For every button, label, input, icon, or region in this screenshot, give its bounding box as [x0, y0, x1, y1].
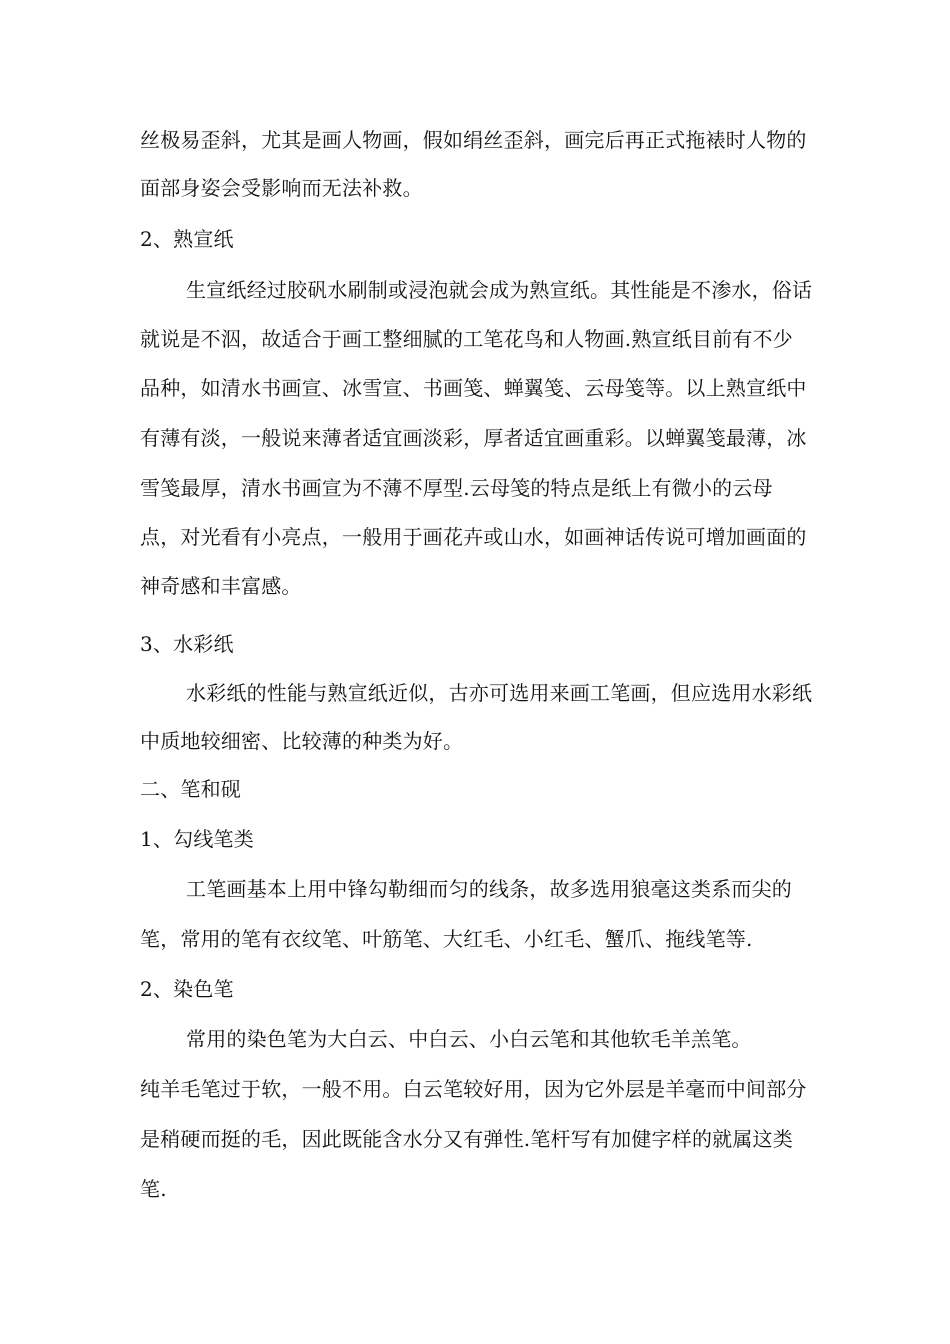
paragraph-line: 笔，常用的笔有衣纹笔、叶筋笔、大红毛、小红毛、蟹爪、拖线笔等.: [140, 927, 753, 951]
paragraph-line: 点，对光看有小亮点，一般用于画花卉或山水，如画神话传说可增加画面的: [140, 525, 807, 549]
paragraph-line: 纯羊毛笔过于软，一般不用。白云笔较好用，因为它外层是羊毫而中间部分: [140, 1077, 807, 1101]
paragraph-line: 面部身姿会受影响而无法补救。: [140, 176, 423, 200]
paragraph-line: 笔.: [140, 1177, 167, 1201]
paragraph-line: 品种，如清水书画宣、冰雪宣、书画笺、蝉翼笺、云母笺等。以上熟宣纸中: [140, 376, 807, 400]
section-heading: 二、笔和砚: [140, 777, 241, 801]
section-heading: 2、熟宣纸: [140, 227, 234, 251]
paragraph-line: 雪笺最厚，清水书画宣为不薄不厚型.云母笺的特点是纸上有微小的云母: [140, 476, 773, 500]
paragraph-line: 常用的染色笔为大白云、中白云、小白云笔和其他软毛羊羔笔。: [186, 1027, 752, 1051]
section-heading: 1、勾线笔类: [140, 827, 254, 851]
paragraph-line: 丝极易歪斜，尤其是画人物画，假如绢丝歪斜，画完后再正式拖裱时人物的: [140, 128, 807, 152]
paragraph-line: 有薄有淡，一般说来薄者适宜画淡彩，厚者适宜画重彩。以蝉翼笺最薄，冰: [140, 426, 807, 450]
paragraph-line: 工笔画基本上用中锋勾勒细而匀的线条，故多选用狼毫这类系而尖的: [186, 877, 792, 901]
paragraph-line: 就说是不泅，故适合于画工整细腻的工笔花鸟和人物画.熟宣纸目前有不少: [140, 327, 793, 351]
paragraph-line: 生宣纸经过胶矾水刷制或浸泡就会成为熟宣纸。其性能是不渗水，俗话: [186, 278, 813, 302]
paragraph-line: 神奇感和丰富感。: [140, 574, 302, 598]
section-heading: 3、水彩纸: [140, 632, 234, 656]
paragraph-line: 是稍硬而挺的毛，因此既能含水分又有弹性.笔杆写有加健字样的就属这类: [140, 1127, 793, 1151]
paragraph-line: 中质地较细密、比较薄的种类为好。: [140, 729, 464, 753]
section-heading: 2、染色笔: [140, 977, 234, 1001]
paragraph-line: 水彩纸的性能与熟宣纸近似，古亦可选用来画工笔画，但应选用水彩纸: [186, 681, 813, 705]
